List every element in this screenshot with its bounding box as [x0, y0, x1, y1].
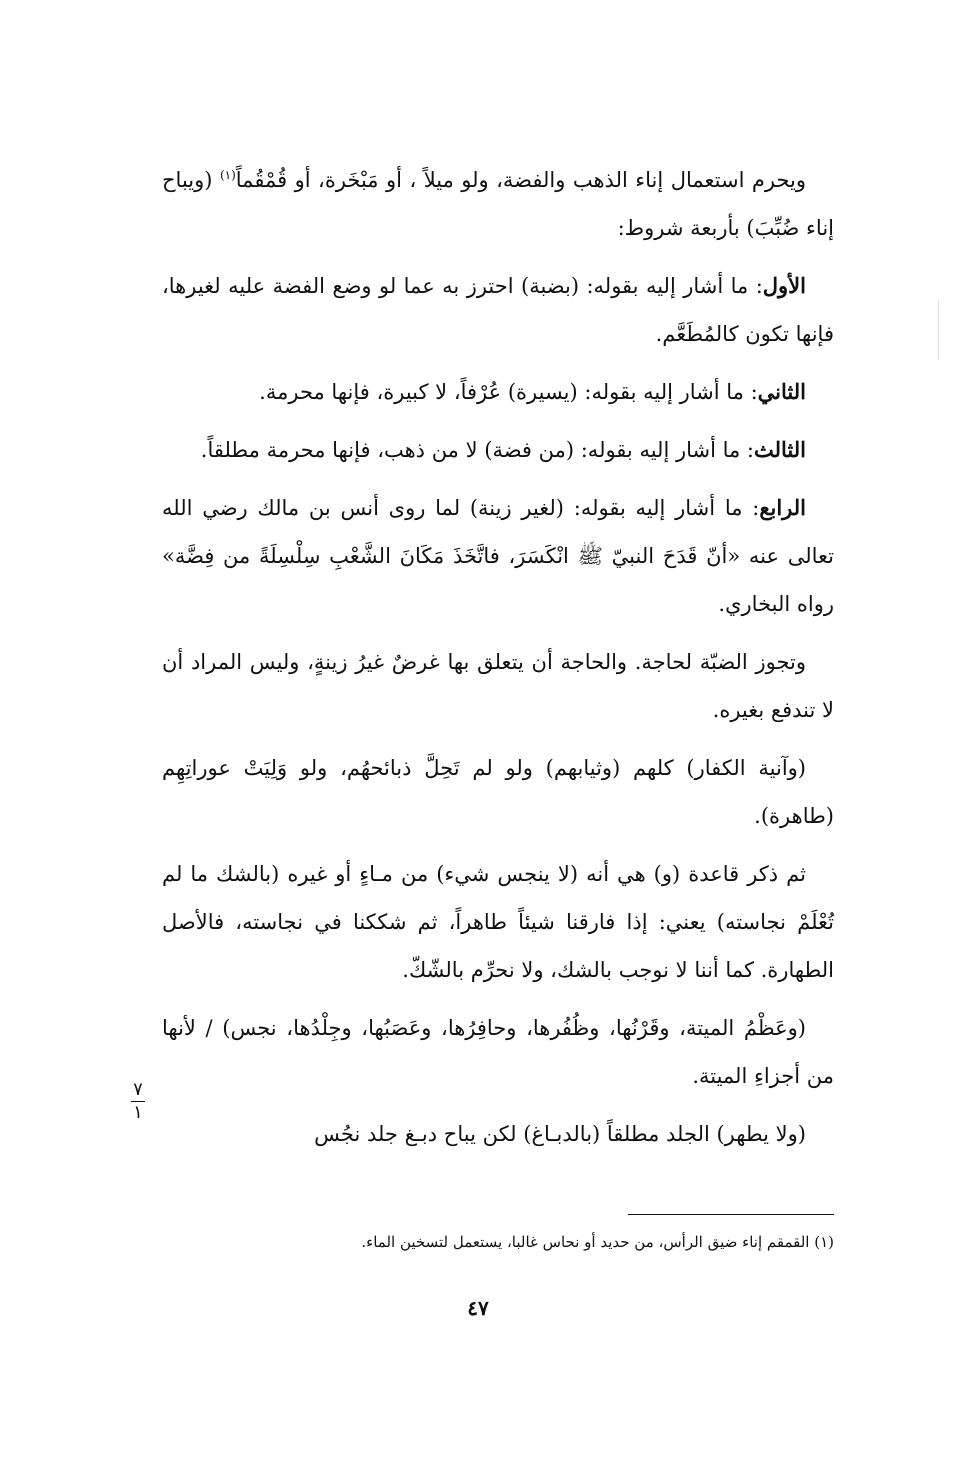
paragraph-text: : ما أشار إليه بقوله: (لغير زينة) لما روى أنس بن مالك رضي الله تعالى عنه «أنّ قَدَحَ النبيّ ﷺ انْكَسَرَ، فاتَّخَذَ مَكَانَ الشَّعْبِ سِلْسِلَةً من فِضَّة» رواه البخاري. — [162, 496, 834, 616]
paragraph-5 — [162, 484, 834, 628]
paragraph-9 — [162, 1004, 834, 1100]
page-number: ٤٧ — [467, 1296, 489, 1320]
paragraph-text: : ما أشار إليه بقوله: (بضبة) احترز به عما لو وضع الفضة عليه لغيرها، فإنها تكون كالمُطَعَّم. — [162, 274, 834, 346]
margin-marker-top: ٧ — [133, 1079, 143, 1100]
footnote-marker: (١) — [219, 168, 236, 182]
condition-label: الرابع — [759, 495, 806, 520]
paragraph-10 — [162, 1110, 834, 1158]
paragraph-1 — [162, 156, 834, 252]
footnote-divider — [628, 1214, 834, 1215]
paragraph-text: : ما أشار إليه بقوله: (يسيرة) عُرْفاً، لا كبيرة، فإنها محرمة. — [259, 380, 758, 404]
condition-label: الثاني — [757, 379, 806, 404]
paragraph-2 — [162, 262, 834, 358]
footnote: (١) القمقم إناء ضيق الرأس، من حديد أو نحاس غالبا، يستعمل لتسخين الماء. — [361, 1233, 834, 1251]
paragraph-text: (وآنية الكفار) كلهم (وثيابهم) ولو لم تَحِلَّ ذبائحهُم، ولو وَلِيَتْ عوراتِهِم (طاهرة). — [162, 756, 834, 828]
condition-label: الأول — [762, 273, 806, 298]
paragraph-text: وتجوز الضبّة لحاجة. والحاجة أن يتعلق بها غرضٌ غيرُ زينةٍ، وليس المراد أن لا تندفع بغيره. — [162, 650, 834, 722]
paragraph-text: (ولا يطهر) الجلد مطلقاً (بالدبـاغ) لكن يباح دبـغ جلد نجُس — [314, 1122, 806, 1146]
paragraph-7 — [162, 744, 834, 840]
paragraph-4 — [162, 426, 834, 474]
margin-page-marker — [128, 1080, 148, 1123]
condition-label: الثالث — [754, 437, 806, 462]
paragraph-3 — [162, 368, 834, 416]
paragraph-text: : ما أشار إليه بقوله: (من فضة) لا من ذهب، فإنها محرمة مطلقاً. — [200, 438, 754, 462]
paragraph-8 — [162, 850, 834, 994]
paragraph-text: ويحرم استعمال إناء الذهب والفضة، ولو ميلاً ، أو مَبْخَرة، أو قُمْقُماً — [235, 168, 807, 192]
main-text — [162, 156, 834, 1168]
paragraph-6 — [162, 638, 834, 734]
paragraph-text: ثم ذكر قاعدة (و) هي أنه (لا ينجس شيء) من مـاءٍ أو غيره (بالشك ما لم تُعْلَمْ نجاسته) يعني: إذا فارقنا شيئاً طاهراً، ثم شككنا في نجاسته، فالأصل الطهارة. كما أننا لا نوجب بالشك، ولا نحرِّم بالشّكّ. — [162, 862, 834, 982]
paragraph-text: (وعَظْمُ الميتة، وقَرْنُها، وظُفُرها، وحافِرُها، وعَصَبُها، وجِلْدُها، نجس) / لأنها من أجزاءِ الميتة. — [162, 1016, 834, 1088]
margin-marker-bottom: ١ — [133, 1102, 143, 1123]
paragraph-text-tail: (ويباح إناء ضُبِّبَ) بأربعة شروط: — [162, 168, 834, 240]
scan-artifact — [938, 300, 939, 360]
